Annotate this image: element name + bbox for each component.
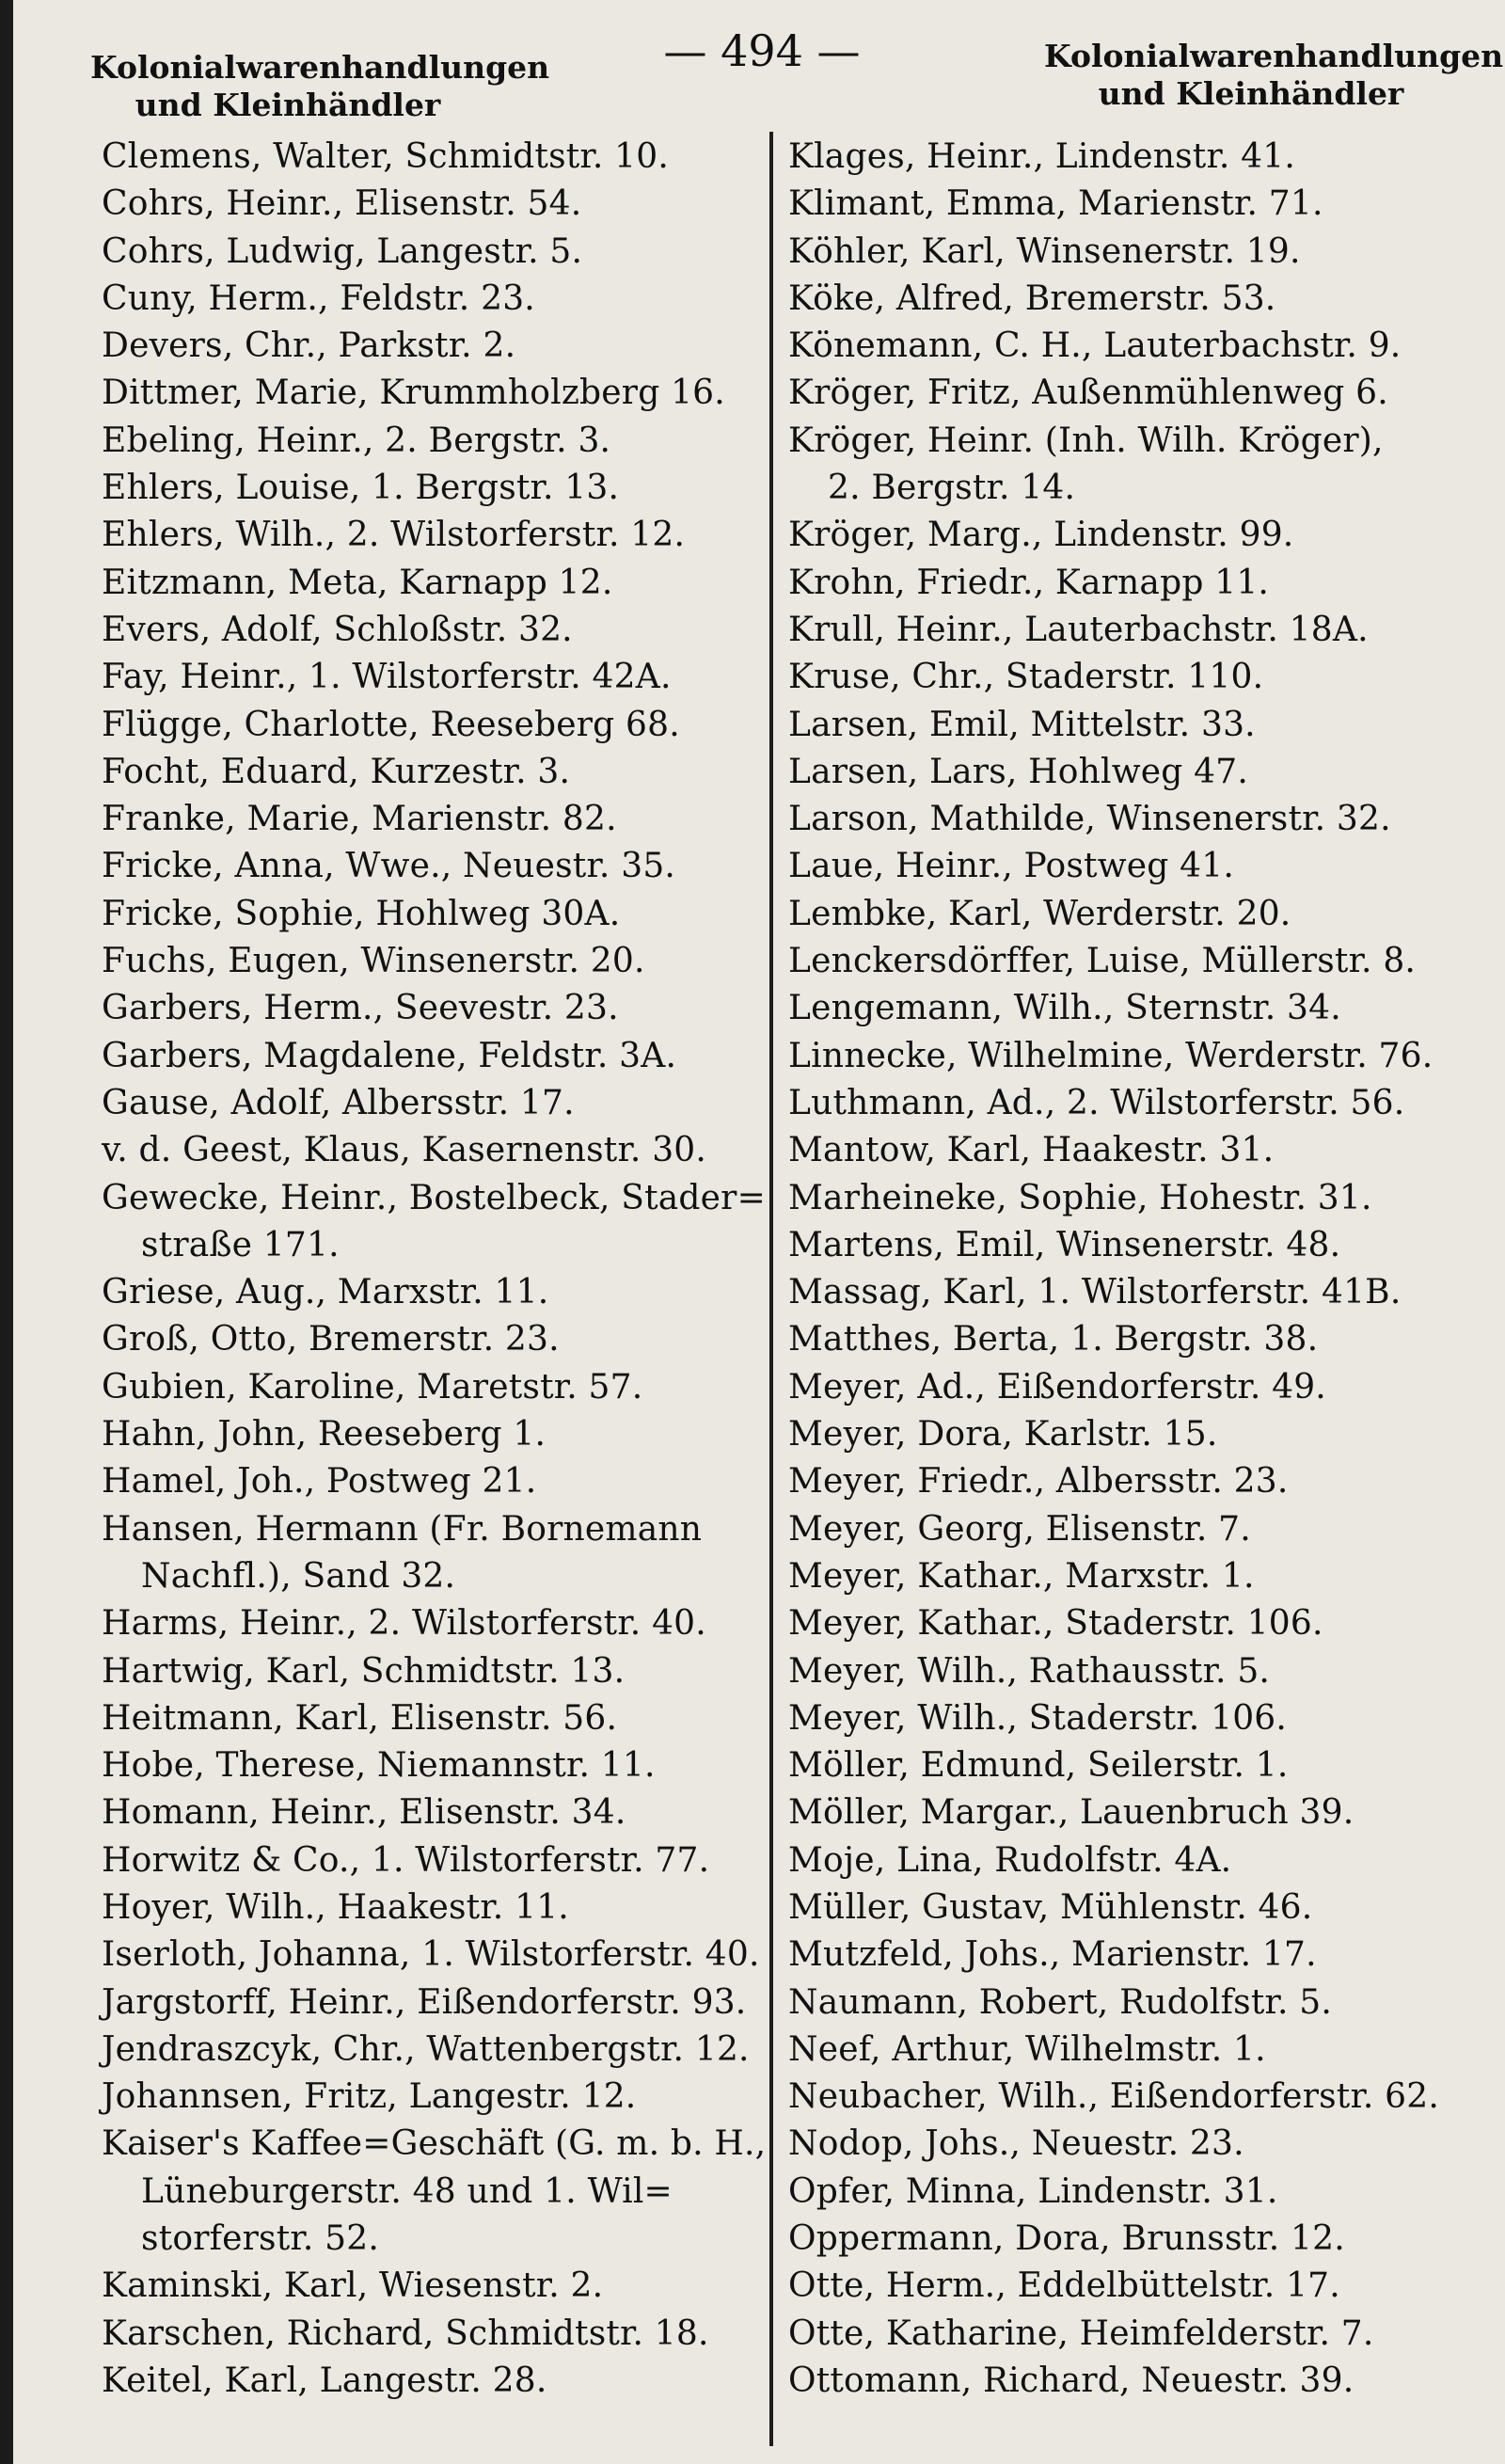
directory-entry: Fricke, Anna, Wwe., Neuestr. 35. — [102, 847, 676, 886]
directory-entry: Iserloth, Johanna, 1. Wilstorferstr. 40. — [102, 1935, 760, 1975]
directory-entry: Meyer, Kathar., Marxstr. 1. — [788, 1556, 1255, 1596]
directory-entry: Homann, Heinr., Elisenstr. 34. — [102, 1793, 626, 1833]
directory-entry: Larsen, Emil, Mittelstr. 33. — [788, 705, 1256, 744]
directory-entry: Matthes, Berta, 1. Bergstr. 38. — [788, 1320, 1319, 1359]
directory-entry: Laue, Heinr., Postweg 41. — [788, 847, 1234, 886]
directory-entry: Müller, Gustav, Mühlenstr. 46. — [788, 1887, 1313, 1927]
directory-entry: Cohrs, Heinr., Elisenstr. 54. — [102, 184, 582, 224]
directory-entry: Krull, Heinr., Lauterbachstr. 18A. — [788, 610, 1369, 649]
directory-entry: Otte, Herm., Eddelbüttelstr. 17. — [788, 2266, 1340, 2306]
directory-entry: Opfer, Minna, Lindenstr. 31. — [788, 2171, 1278, 2211]
directory-entry: Kruse, Chr., Staderstr. 110. — [788, 658, 1264, 697]
directory-entry: Otte, Katharine, Heimfelderstr. 7. — [788, 2313, 1374, 2353]
directory-entry: Jargstorff, Heinr., Eißendorferstr. 93. — [102, 1982, 747, 2022]
directory-entry: Heitmann, Karl, Elisenstr. 56. — [102, 1698, 618, 1738]
directory-entry: Meyer, Wilh., Staderstr. 106. — [788, 1698, 1288, 1738]
directory-entry: Neef, Arthur, Wilhelmstr. 1. — [788, 2029, 1266, 2069]
directory-entry: v. d. Geest, Klaus, Kasernenstr. 30. — [102, 1131, 707, 1170]
directory-entry: Gubien, Karoline, Maretstr. 57. — [102, 1367, 643, 1407]
directory-entry: Meyer, Wilh., Rathausstr. 5. — [788, 1651, 1271, 1691]
directory-entry: Möller, Margar., Lauenbruch 39. — [788, 1793, 1354, 1833]
directory-entry: Mutzfeld, Johs., Marienstr. 17. — [788, 1935, 1317, 1975]
directory-entry: Groß, Otto, Bremerstr. 23. — [102, 1320, 560, 1359]
directory-entry: Mantow, Karl, Haakestr. 31. — [788, 1131, 1275, 1170]
directory-entry: Devers, Chr., Parkstr. 2. — [102, 326, 516, 366]
directory-entry: Gewecke, Heinr., Bostelbeck, Stader= — [102, 1178, 766, 1217]
directory-entry: Eitzmann, Meta, Karnapp 12. — [102, 563, 613, 602]
directory-entry: Fuchs, Eugen, Winsenerstr. 20. — [102, 942, 645, 981]
left-header-title: Kolonialwarenhandlungen und Kleinhändler — [90, 49, 550, 123]
directory-entry: Hansen, Hermann (Fr. Bornemann — [102, 1509, 703, 1549]
directory-entry: Kaiser's Kaffee=Geschäft (G. m. b. H., — [102, 2124, 767, 2164]
directory-entry: Meyer, Friedr., Albersstr. 23. — [788, 1462, 1289, 1502]
directory-entry: Lembke, Karl, Werderstr. 20. — [788, 894, 1291, 933]
left-column — [102, 134, 767, 2405]
directory-entry: Johannsen, Fritz, Langestr. 12. — [102, 2077, 637, 2117]
directory-entry: Focht, Eduard, Kurzestr. 3. — [102, 752, 571, 791]
directory-entry: Ehlers, Wilh., 2. Wilstorferstr. 12. — [102, 516, 686, 555]
directory-entry: Karschen, Richard, Schmidtstr. 18. — [102, 2313, 709, 2353]
directory-entry: Dittmer, Marie, Krummholzberg 16. — [102, 374, 725, 413]
right-header-title: Kolonialwarenhandlungen und Kleinhändler — [1044, 38, 1504, 112]
directory-entry: Kröger, Heinr. (Inh. Wilh. Kröger), — [788, 421, 1384, 460]
right-column — [788, 134, 1496, 2405]
directory-entry: Könemann, C. H., Lauterbachstr. 9. — [788, 326, 1402, 366]
right-header — [1044, 38, 1504, 113]
page-number: — 494 — — [663, 25, 861, 76]
directory-entry-continuation: Lüneburgerstr. 48 und 1. Wil= — [141, 2171, 673, 2211]
directory-entry: Hobe, Therese, Niemannstr. 11. — [102, 1746, 656, 1786]
directory-entry-continuation: straße 171. — [141, 1225, 340, 1264]
directory-entry: Hahn, John, Reeseberg 1. — [102, 1415, 547, 1455]
directory-entry-continuation: Nachfl.), Sand 32. — [141, 1556, 456, 1596]
directory-entry: Horwitz & Co., 1. Wilstorferstr. 77. — [102, 1840, 710, 1880]
directory-entry: Jendraszcyk, Chr., Wattenbergstr. 12. — [102, 2029, 750, 2069]
directory-entry: Larson, Mathilde, Winsenerstr. 32. — [788, 800, 1391, 839]
directory-entry: Larsen, Lars, Hohlweg 47. — [788, 752, 1248, 791]
directory-entry: Clemens, Walter, Schmidtstr. 10. — [102, 137, 670, 176]
directory-entry: Evers, Adolf, Schloßstr. 32. — [102, 610, 573, 649]
directory-entry: Massag, Karl, 1. Wilstorferstr. 41B. — [788, 1273, 1402, 1312]
directory-entry: Nodop, Johs., Neuestr. 23. — [788, 2124, 1244, 2164]
directory-entry-continuation: storferstr. 52. — [141, 2219, 379, 2259]
directory-entry: Ottomann, Richard, Neuestr. 39. — [788, 2361, 1354, 2400]
directory-entry: Meyer, Kathar., Staderstr. 106. — [788, 1604, 1323, 1644]
directory-entry: Garbers, Herm., Seevestr. 23. — [102, 989, 619, 1028]
directory-entry: Garbers, Magdalene, Feldstr. 3A. — [102, 1036, 677, 1075]
directory-entry: Köke, Alfred, Bremerstr. 53. — [788, 278, 1276, 318]
directory-entry: Martens, Emil, Winsenerstr. 48. — [788, 1225, 1341, 1264]
directory-entry: Moje, Lina, Rudolfstr. 4A. — [788, 1840, 1232, 1880]
directory-entry: Ehlers, Louise, 1. Bergstr. 13. — [102, 469, 620, 508]
directory-entry: Cuny, Herm., Feldstr. 23. — [102, 278, 535, 318]
directory-entry: Kröger, Marg., Lindenstr. 99. — [788, 516, 1294, 555]
directory-entry: Lenckersdörffer, Luise, Müllerstr. 8. — [788, 942, 1417, 981]
directory-entry: Hartwig, Karl, Schmidtstr. 13. — [102, 1651, 626, 1691]
directory-entry: Hamel, Joh., Postweg 21. — [102, 1462, 537, 1502]
directory-entry: Klages, Heinr., Lindenstr. 41. — [788, 137, 1296, 176]
directory-entry-continuation: 2. Bergstr. 14. — [828, 469, 1076, 508]
directory-entry: Meyer, Georg, Elisenstr. 7. — [788, 1509, 1251, 1549]
directory-entry: Franke, Marie, Marienstr. 82. — [102, 800, 617, 839]
directory-entry: Meyer, Dora, Karlstr. 15. — [788, 1415, 1218, 1455]
directory-entry: Klimant, Emma, Marienstr. 71. — [788, 184, 1323, 224]
directory-entry: Harms, Heinr., 2. Wilstorferstr. 40. — [102, 1604, 706, 1644]
directory-entry: Lengemann, Wilh., Sternstr. 34. — [788, 989, 1341, 1028]
directory-entry: Fay, Heinr., 1. Wilstorferstr. 42A. — [102, 658, 672, 697]
directory-entry: Linnecke, Wilhelmine, Werderstr. 76. — [788, 1036, 1434, 1075]
directory-entry: Krohn, Friedr., Karnapp 11. — [788, 563, 1270, 602]
directory-entry: Flügge, Charlotte, Reeseberg 68. — [102, 705, 680, 744]
directory-entry: Oppermann, Dora, Brunsstr. 12. — [788, 2219, 1345, 2259]
column-divider — [769, 132, 773, 2446]
directory-entry: Kröger, Fritz, Außenmühlenweg 6. — [788, 374, 1388, 413]
directory-entry: Neubacher, Wilh., Eißendorferstr. 62. — [788, 2077, 1440, 2117]
directory-entry: Köhler, Karl, Winsenerstr. 19. — [788, 231, 1301, 271]
directory-entry: Gause, Adolf, Albersstr. 17. — [102, 1083, 575, 1122]
directory-entry: Griese, Aug., Marxstr. 11. — [102, 1273, 549, 1312]
left-header — [90, 49, 550, 124]
directory-entry: Luthmann, Ad., 2. Wilstorferstr. 56. — [788, 1083, 1405, 1122]
directory-entry: Cohrs, Ludwig, Langestr. 5. — [102, 231, 583, 271]
directory-entry: Kaminski, Karl, Wiesenstr. 2. — [102, 2266, 604, 2306]
directory-entry: Ebeling, Heinr., 2. Bergstr. 3. — [102, 421, 611, 460]
directory-entry: Meyer, Ad., Eißendorferstr. 49. — [788, 1367, 1326, 1407]
directory-entry: Möller, Edmund, Seilerstr. 1. — [788, 1746, 1289, 1786]
page-binding-edge — [0, 0, 13, 2464]
directory-entry: Fricke, Sophie, Hohlweg 30A. — [102, 894, 621, 933]
directory-entry: Marheineke, Sophie, Hohestr. 31. — [788, 1178, 1372, 1217]
directory-entry: Hoyer, Wilh., Haakestr. 11. — [102, 1887, 569, 1927]
directory-entry: Naumann, Robert, Rudolfstr. 5. — [788, 1982, 1332, 2022]
directory-entry: Keitel, Karl, Langestr. 28. — [102, 2361, 547, 2400]
